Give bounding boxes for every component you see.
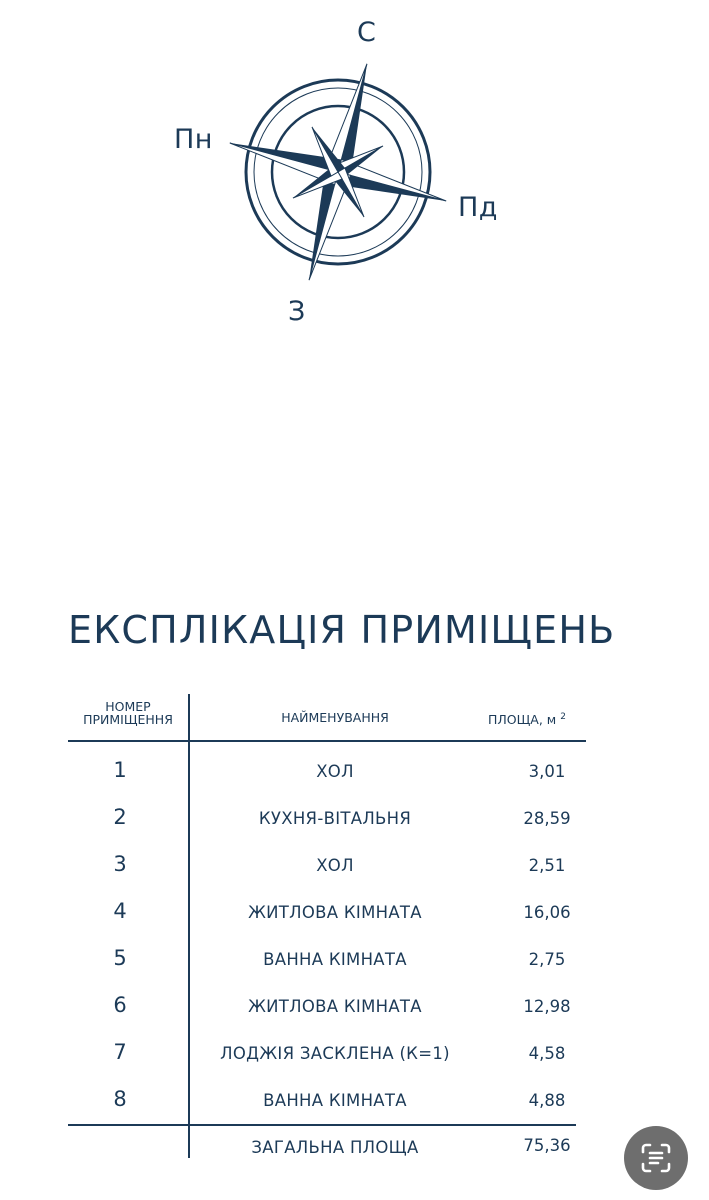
room-area: 16,06 [523, 903, 571, 922]
header-number-line2: ПРИМІЩЕННЯ [83, 712, 173, 727]
table-row [68, 758, 588, 788]
compass-east-label: Пд [458, 192, 498, 223]
room-number: 5 [113, 946, 127, 970]
room-number: 4 [113, 899, 127, 923]
room-name: ЖИТЛОВА КІМНАТА [248, 903, 422, 922]
total-area-value: 75,36 [523, 1136, 571, 1155]
room-area: 2,75 [528, 950, 566, 969]
room-name: ЛОДЖІЯ ЗАСКЛЕНА (К=1) [220, 1044, 450, 1063]
table-row [68, 852, 588, 882]
room-area: 2,51 [528, 856, 566, 875]
room-number: 1 [113, 758, 127, 782]
room-area: 4,88 [528, 1091, 566, 1110]
compass-rose [0, 0, 709, 340]
room-area: 3,01 [528, 762, 566, 781]
room-area: 4,58 [528, 1044, 566, 1063]
room-area: 28,59 [523, 809, 571, 828]
room-name: КУХНЯ-ВІТАЛЬНЯ [258, 809, 412, 828]
text-scan-icon [639, 1141, 673, 1175]
room-name: ВАННА КІМНАТА [263, 1091, 407, 1110]
header-area-superscript: 2 [560, 712, 566, 722]
room-number: 2 [113, 805, 127, 829]
header-area [488, 711, 598, 726]
room-name: ВАННА КІМНАТА [263, 950, 407, 969]
room-name: ЖИТЛОВА КІМНАТА [248, 997, 422, 1016]
explication-table [68, 694, 588, 1164]
table-row [68, 805, 588, 835]
room-number: 3 [113, 852, 127, 876]
room-name: ХОЛ [316, 856, 354, 875]
table-total-divider [68, 1124, 576, 1126]
compass-south-label: З [288, 296, 306, 327]
compass-rose-graphic [0, 0, 709, 340]
total-label: ЗАГАЛЬНА ПЛОЩА [251, 1138, 419, 1157]
table-row [68, 899, 588, 929]
header-number-line1: НОМЕР [105, 699, 151, 714]
table-header-divider [68, 740, 586, 742]
room-name: ХОЛ [316, 762, 354, 781]
header-name: НАЙМЕНУВАННЯ [281, 710, 389, 725]
table-row [68, 993, 588, 1023]
scan-text-button[interactable] [624, 1126, 688, 1190]
header-number [68, 700, 188, 726]
compass-west-label: Пн [174, 124, 213, 155]
room-number: 6 [113, 993, 127, 1017]
room-area: 12,98 [523, 997, 571, 1016]
room-number: 8 [113, 1087, 127, 1111]
table-row [68, 946, 588, 976]
compass-north-label: С [357, 17, 377, 48]
table-row [68, 1040, 588, 1070]
table-row [68, 1087, 588, 1117]
room-number: 7 [113, 1040, 127, 1064]
page-title: ЕКСПЛІКАЦІЯ ПРИМІЩЕНЬ [68, 608, 616, 652]
header-area-label: ПЛОЩА, м [488, 712, 557, 728]
